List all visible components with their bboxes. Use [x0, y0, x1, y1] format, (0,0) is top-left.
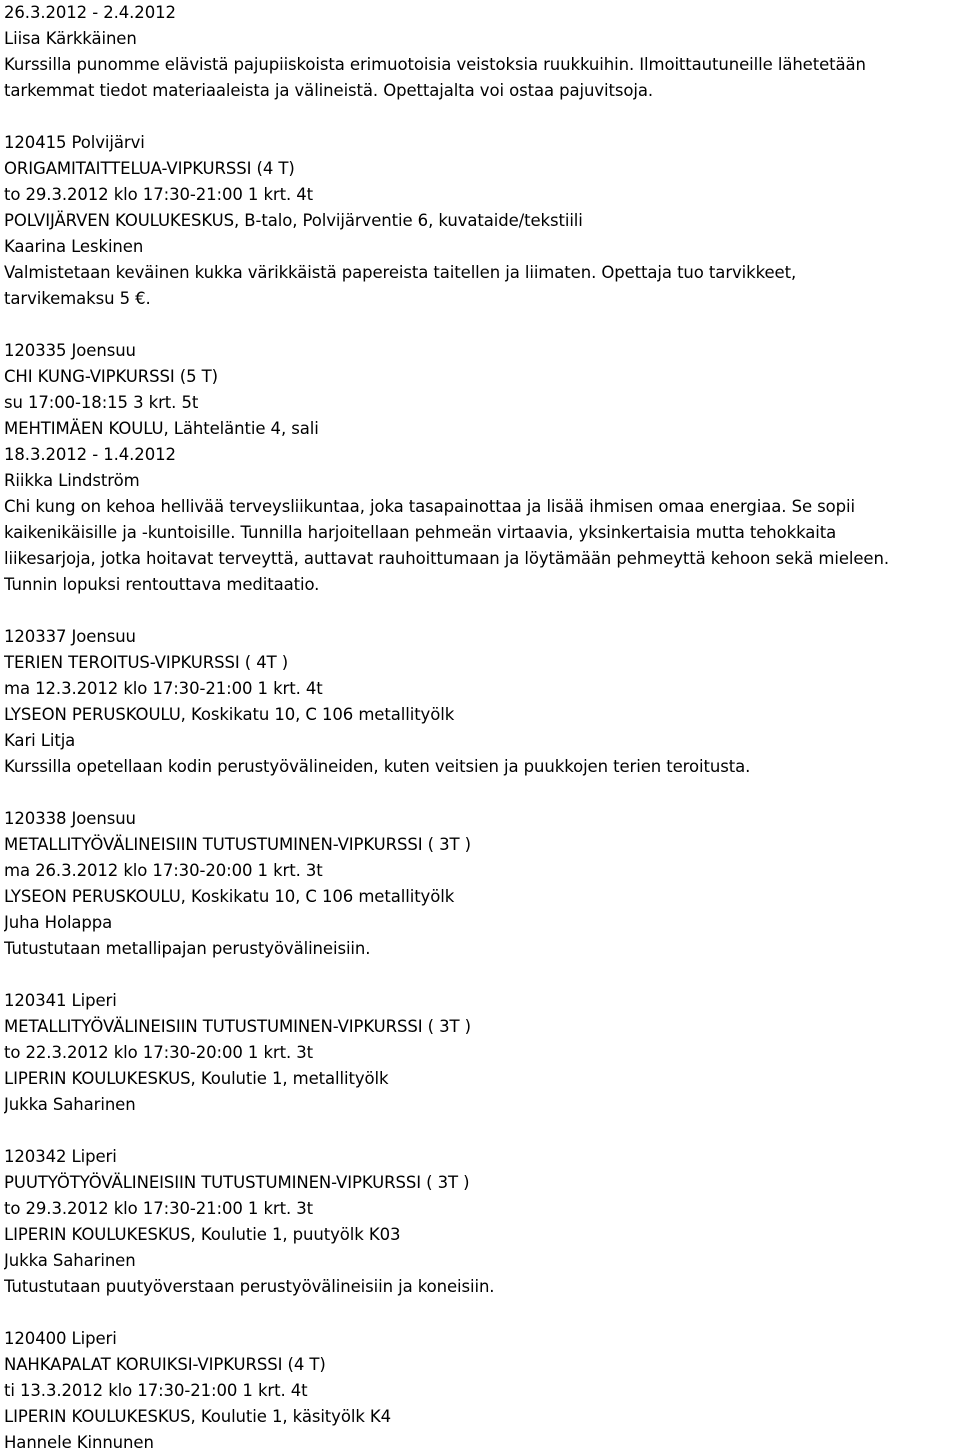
text-line: Liisa Kärkkäinen — [4, 29, 137, 48]
text-line: Kurssilla opetellaan kodin perustyövälineiden, kuten veitsien ja puukkojen terien teroitusta. — [4, 757, 751, 776]
paragraph-gap — [4, 598, 956, 624]
text-line: Kari Litja — [4, 731, 76, 750]
text-line: PUUTYÖTYÖVÄLINEISIIN TUTUSTUMINEN-VIPKURSSI ( 3T ) — [4, 1173, 470, 1192]
text-line: ORIGAMITAITTELUA-VIPKURSSI (4 T) — [4, 159, 295, 178]
text-line: LIPERIN KOULUKESKUS, Koulutie 1, käsityölk K4 — [4, 1407, 392, 1426]
text-line: Kurssilla punomme elävistä pajupiiskoista erimuotoisia veistoksia ruukkuihin. Ilmoittautuneille lähetetään — [4, 55, 866, 74]
text-line: Hannele Kinnunen — [4, 1433, 154, 1452]
text-line: 120338 Joensuu — [4, 809, 136, 828]
text-line: to 29.3.2012 klo 17:30-21:00 1 krt. 3t — [4, 1199, 314, 1218]
text-line: TERIEN TEROITUS-VIPKURSSI ( 4T ) — [4, 653, 289, 672]
text-line: tarkemmat tiedot materiaaleista ja välineistä. Opettajalta voi ostaa pajuvitsoja. — [4, 81, 653, 100]
paragraph-gap — [4, 1300, 956, 1326]
paragraph-gap — [4, 1118, 956, 1144]
text-line: METALLITYÖVÄLINEISIIN TUTUSTUMINEN-VIPKURSSI ( 3T ) — [4, 1017, 472, 1036]
text-line: kaikenikäisille ja -kuntoisille. Tunnilla harjoitellaan pehmeän virtaavia, yksinkertaisia mutta tehokkaita — [4, 523, 837, 542]
text-line: Chi kung on kehoa hellivää terveysliikuntaa, joka tasapainottaa ja lisää ihmisen omaa energiaa. Se sopii — [4, 497, 855, 516]
text-line: 120400 Liperi — [4, 1329, 117, 1348]
text-line: liikesarjoja, jotka hoitavat terveyttä, auttavat rauhoittumaan ja löytämään pehmeyttä kehoon sekä mieleen. — [4, 549, 889, 568]
text-line: MEHTIMÄEN KOULU, Lähteläntie 4, sali — [4, 419, 319, 438]
text-line: LIPERIN KOULUKESKUS, Koulutie 1, metallityölk — [4, 1069, 389, 1088]
paragraph-gap — [4, 312, 956, 338]
text-line: LIPERIN KOULUKESKUS, Koulutie 1, puutyölk K03 — [4, 1225, 401, 1244]
course-listing-document — [4, 0, 956, 1456]
text-line: ma 26.3.2012 klo 17:30-20:00 1 krt. 3t — [4, 861, 323, 880]
paragraph-gap — [4, 104, 956, 130]
text-line: ti 13.3.2012 klo 17:30-21:00 1 krt. 4t — [4, 1381, 308, 1400]
text-line: Riikka Lindström — [4, 471, 140, 490]
text-line: Tutustutaan puutyöverstaan perustyövälineisiin ja koneisiin. — [4, 1277, 495, 1296]
text-line: METALLITYÖVÄLINEISIIN TUTUSTUMINEN-VIPKURSSI ( 3T ) — [4, 835, 472, 854]
paragraph-gap — [4, 780, 956, 806]
text-line: LYSEON PERUSKOULU, Koskikatu 10, C 106 metallityölk — [4, 705, 455, 724]
text-line: 120337 Joensuu — [4, 627, 136, 646]
text-line: ma 12.3.2012 klo 17:30-21:00 1 krt. 4t — [4, 679, 323, 698]
paragraph-gap — [4, 962, 956, 988]
text-line: LYSEON PERUSKOULU, Koskikatu 10, C 106 metallityölk — [4, 887, 455, 906]
text-line: 120341 Liperi — [4, 991, 117, 1010]
text-line: 120415 Polvijärvi — [4, 133, 145, 152]
text-line: 18.3.2012 - 1.4.2012 — [4, 445, 176, 464]
text-line: Tunnin lopuksi rentouttava meditaatio. — [4, 575, 320, 594]
text-line: su 17:00-18:15 3 krt. 5t — [4, 393, 199, 412]
text-line: NAHKAPALAT KORUIKSI-VIPKURSSI (4 T) — [4, 1355, 326, 1374]
text-line: to 29.3.2012 klo 17:30-21:00 1 krt. 4t — [4, 185, 314, 204]
text-line: 26.3.2012 - 2.4.2012 — [4, 3, 176, 22]
text-line: 120342 Liperi — [4, 1147, 117, 1166]
text-line: Valmistetaan keväinen kukka värikkäistä papereista taitellen ja liimaten. Opettaja tuo tarvikkeet, — [4, 263, 797, 282]
text-line: tarvikemaksu 5 €. — [4, 289, 151, 308]
text-line: POLVIJÄRVEN KOULUKESKUS, B-talo, Polvijärventie 6, kuvataide/tekstiili — [4, 211, 583, 230]
text-line: CHI KUNG-VIPKURSSI (5 T) — [4, 367, 218, 386]
text-line: Kaarina Leskinen — [4, 237, 144, 256]
text-line: 120335 Joensuu — [4, 341, 136, 360]
text-line: Jukka Saharinen — [4, 1251, 136, 1270]
text-line: Jukka Saharinen — [4, 1095, 136, 1114]
text-line: Tutustutaan metallipajan perustyövälineisiin. — [4, 939, 371, 958]
text-line: Juha Holappa — [4, 913, 113, 932]
text-line: to 22.3.2012 klo 17:30-20:00 1 krt. 3t — [4, 1043, 314, 1062]
